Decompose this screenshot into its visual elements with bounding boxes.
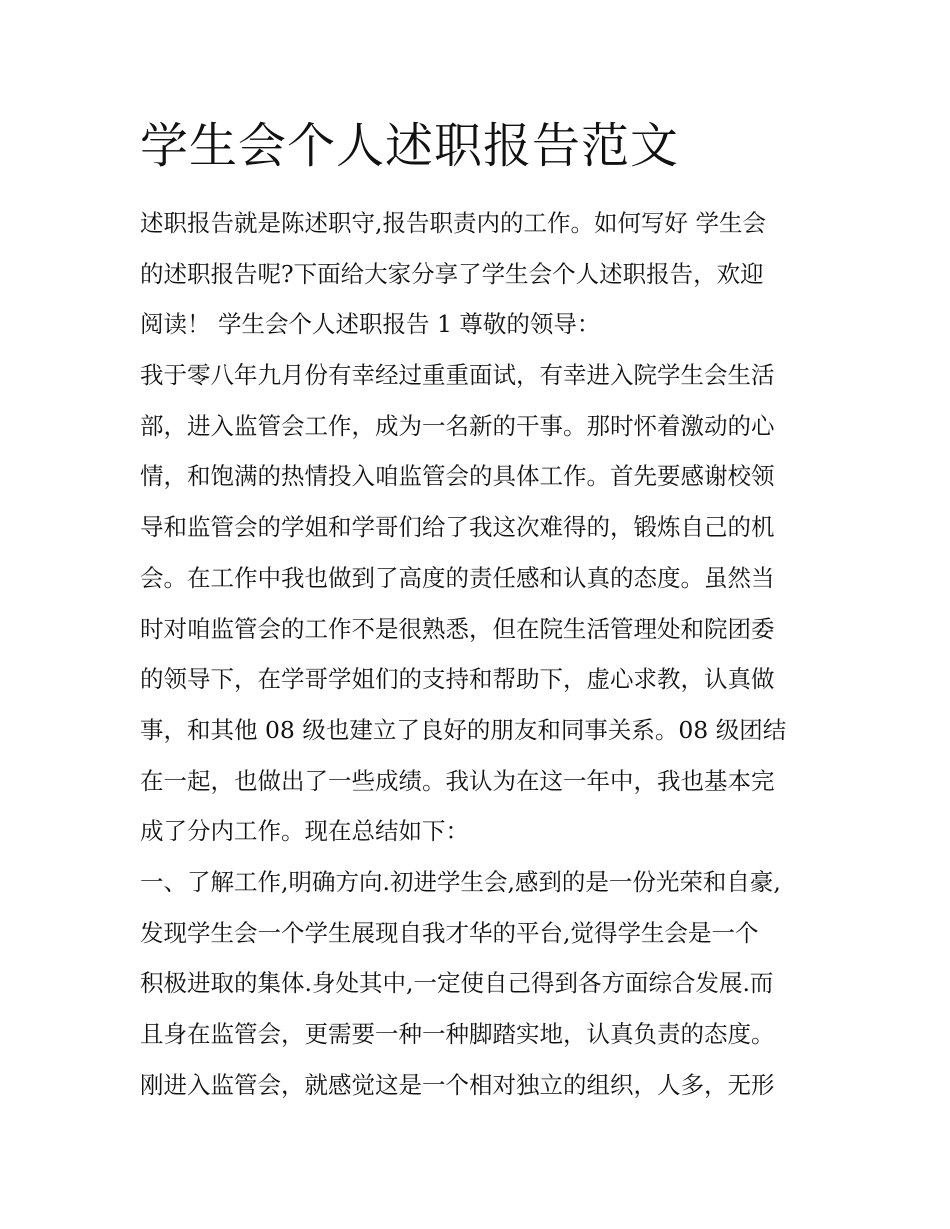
body-line: 成了分内工作。现在总结如下： [140, 817, 469, 846]
body-line: 情，和饱满的热情投入咱监管会的具体工作。首先要感谢校领 [140, 462, 775, 491]
body-line: 的领导下，在学哥学姐们的支持和帮助下，虚心求教，认真做 [140, 665, 775, 694]
body-line: 事，和其他 08 级也建立了良好的朋友和同事关系。08 级团结 [140, 715, 787, 744]
body-line: 部，进入监管会工作，成为一名新的干事。那时怀着激动的心 [140, 411, 775, 440]
body-line: 导和监管会的学姐和学哥们给了我这次难得的，锻炼自己的机 [140, 513, 775, 542]
body-line: 时对咱监管会的工作不是很熟悉，但在院生活管理处和院团委 [140, 614, 775, 643]
document-body [140, 198, 820, 1110]
body-line: 刚进入监管会，就感觉这是一个相对独立的组织，人多，无形 [140, 1070, 775, 1099]
body-line: 我于零八年九月份有幸经过重重面试，有幸进入院学生会生活 [140, 361, 775, 390]
body-line: 阅读！ 学生会个人述职报告 1 尊敬的领导： [140, 310, 601, 339]
body-line: 会。在工作中我也做到了高度的责任感和认真的态度。虽然当 [140, 563, 775, 592]
body-line: 述职报告就是陈述职守,报告职责内的工作。如何写好 学生会 [140, 209, 766, 237]
body-line: 且身在监管会，更需要一种一种脚踏实地，认真负责的态度。 [140, 1020, 775, 1048]
body-line: 的述职报告呢?下面给大家分享了学生会个人述职报告，欢迎 [140, 259, 764, 288]
body-line: 在一起，也做出了一些成绩。我认为在这一年中，我也基本完 [140, 766, 775, 795]
body-line: 一、了解工作,明确方向.初进学生会,感到的是一份光荣和自豪, [140, 867, 781, 896]
document-title: 学生会个人述职报告范文 [140, 118, 680, 174]
body-line: 积极进取的集体.身处其中,一定使自己得到各方面综合发展.而 [140, 969, 774, 998]
body-line: 发现学生会一个学生展现自我才华的平台,觉得学生会是一个 [140, 918, 759, 947]
